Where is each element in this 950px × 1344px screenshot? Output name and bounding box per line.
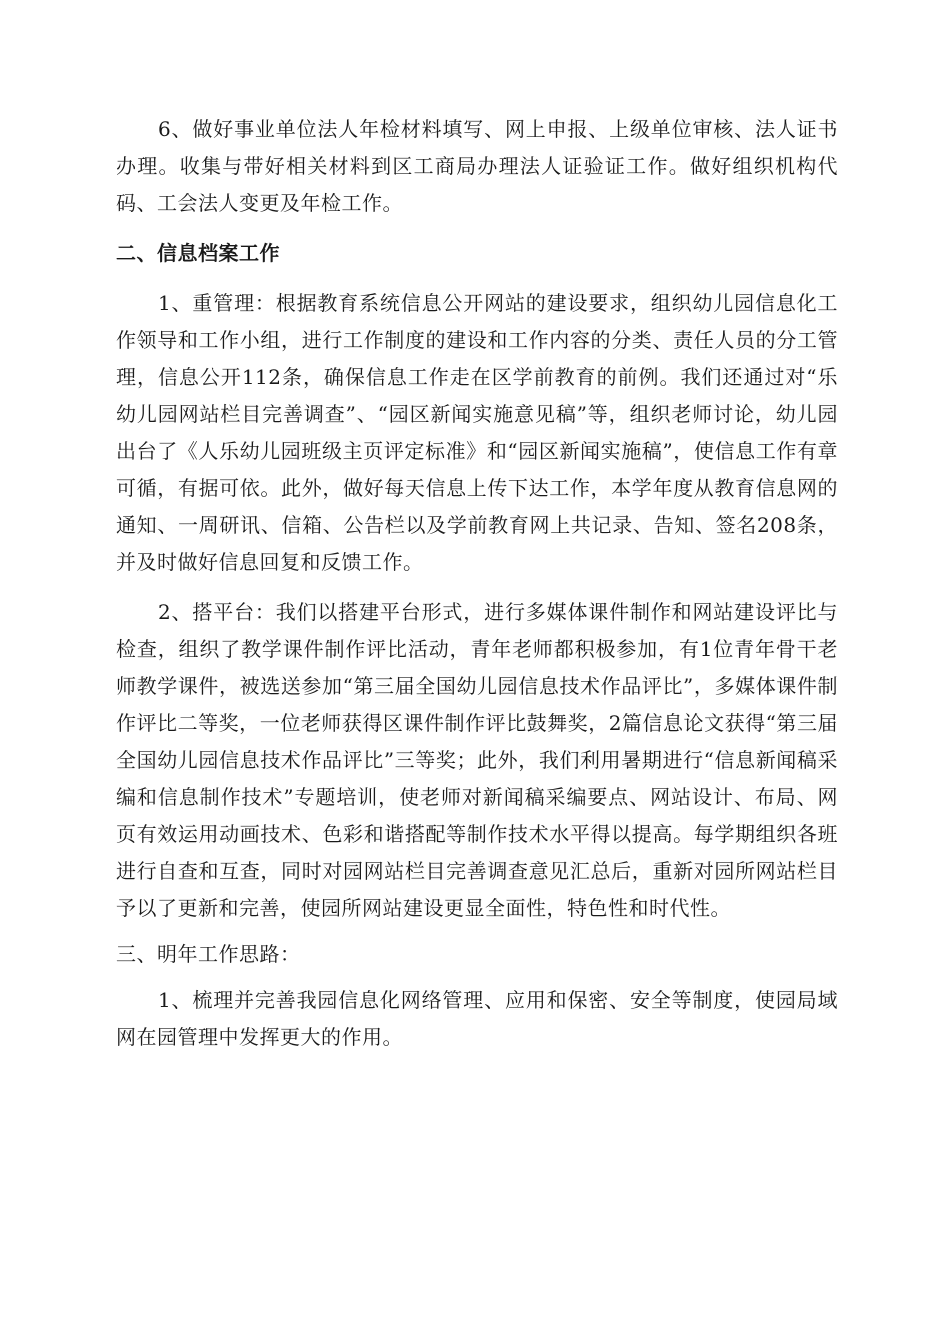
section-2-item-1: 1、重管理：根据教育系统信息公开网站的建设要求，组织幼儿园信息化工作领导和工作小组，进行工作制度的建设和工作内容的分类、责任人员的分工管理，信息公开112条，确保信息工作走在区学前教育的前例。我们还通过对“乐幼儿园网站栏目完善调查”、“园区新闻实施意见稿”等，组织老师讨论，幼儿园出台了《人乐幼儿园班级主页评定标准》和“园区新闻实施稿”，使信息工作有章可循，有据可依。此外，做好每天信息上传下达工作，本学年度从教育信息网的通知、一周研讯、信箱、公告栏以及学前教育网上共记录、告知、签名208条，并及时做好信息回复和反馈工作。: [116, 291, 838, 574]
paragraph-6: 6、做好事业单位法人年检材料填写、网上申报、上级单位审核、法人证书办理。收集与带好相关材料到区工商局办理法人证验证工作。做好组织机构代码、工会法人变更及年检工作。: [116, 117, 838, 215]
section-3-item-1: 1、梳理并完善我园信息化网络管理、应用和保密、安全等制度，使园局域网在园管理中发挥更大的作用。: [116, 988, 838, 1049]
section-3-heading: 三、明年工作思路：: [116, 942, 301, 966]
section-2-item-2: 2、搭平台：我们以搭建平台形式，进行多媒体课件制作和网站建设评比与检查，组织了教学课件制作评比活动，青年老师都积极参加，有1位青年骨干老师教学课件，被选送参加“第三届全国幼儿园信息技术作品评比”，多媒体课件制作评比二等奖，一位老师获得区课件制作评比鼓舞奖，2篇信息论文获得“第三届全国幼儿园信息技术作品评比”三等奖；此外，我们利用暑期进行“信息新闻稿采编和信息制作技术”专题培训，使老师对新闻稿采编要点、网站设计、布局、网页有效运用动画技术、色彩和谐搭配等制作技术水平得以提高。每学期组织各班进行自查和互查，同时对园网站栏目完善调查意见汇总后，重新对园所网站栏目予以了更新和完善，使园所网站建设更显全面性，特色性和时代性。: [116, 600, 838, 920]
document-body: [116, 111, 838, 1056]
section-2-heading: 二、信息档案工作: [116, 241, 280, 265]
